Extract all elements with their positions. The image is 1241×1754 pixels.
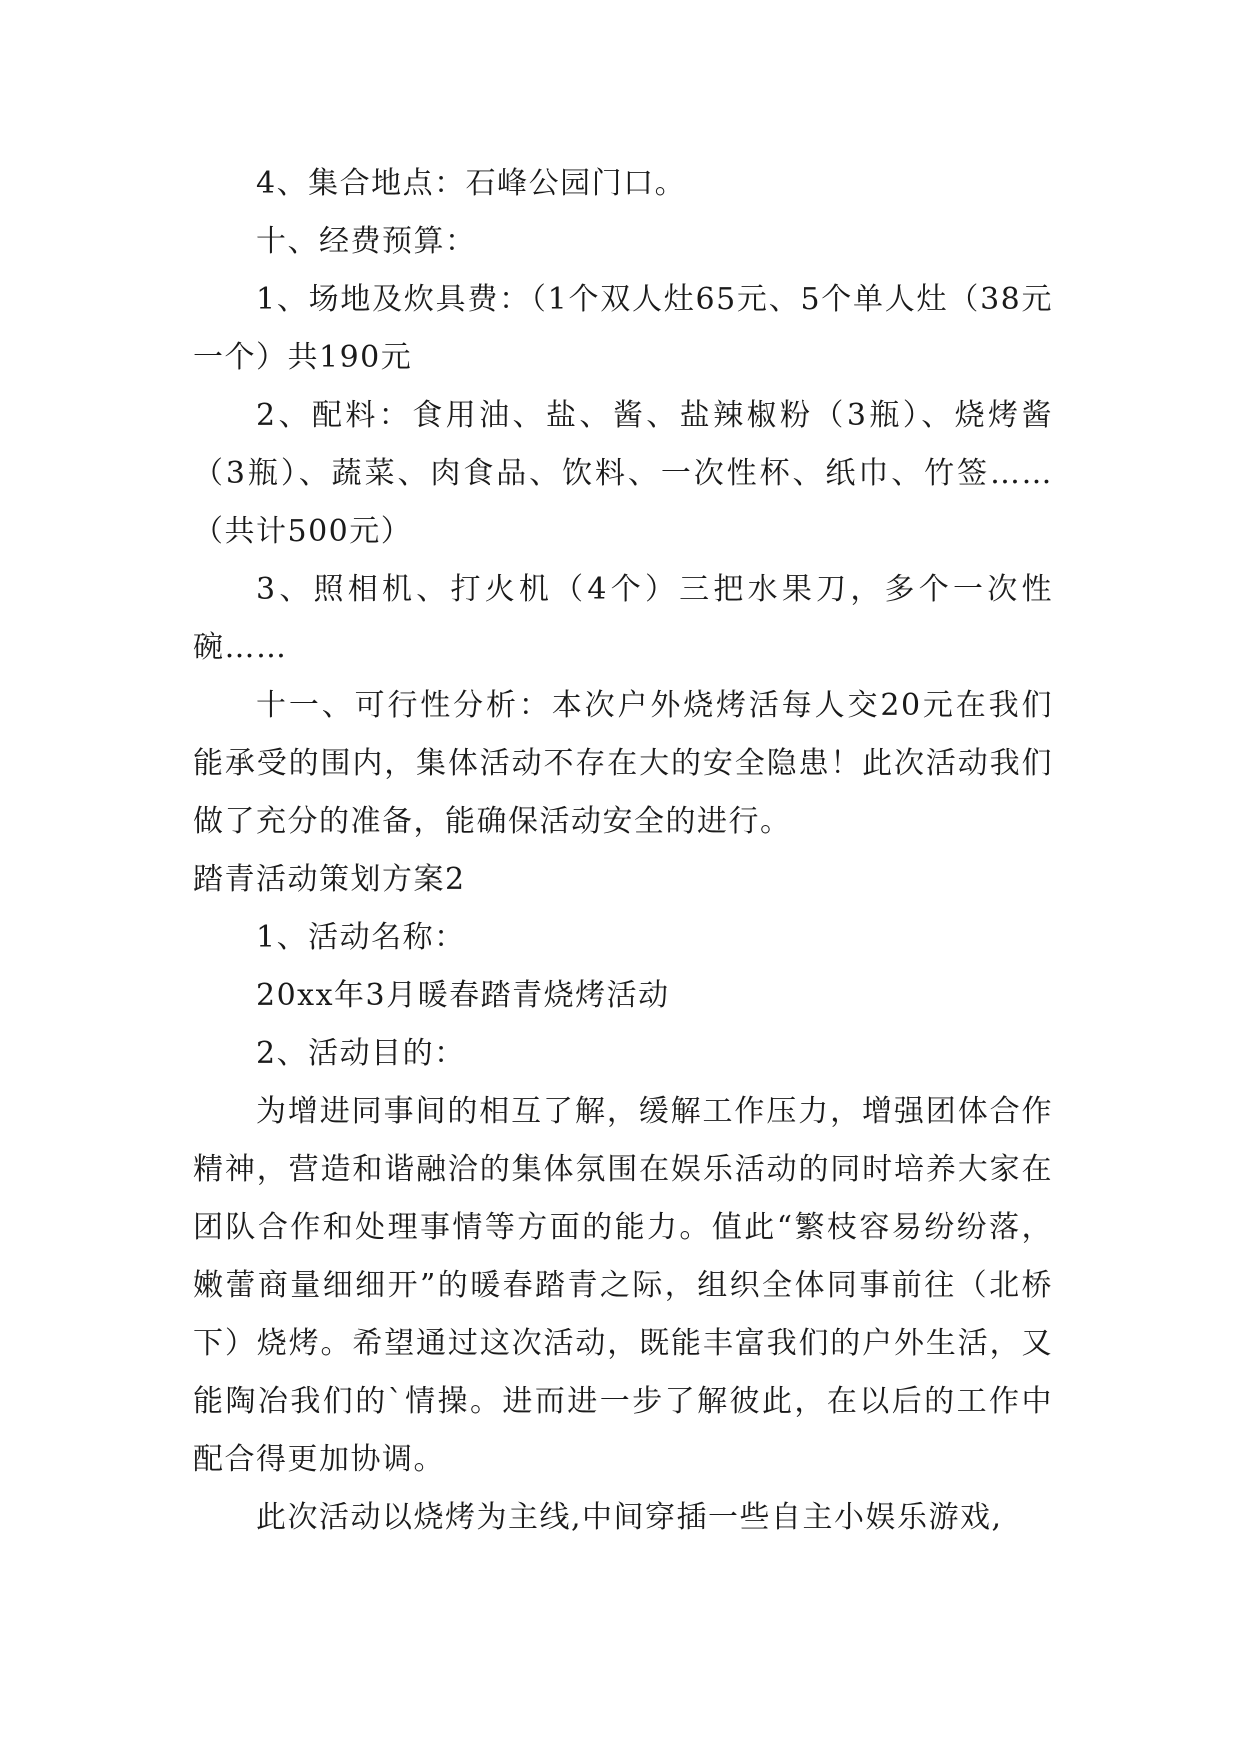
section-title: 踏青活动策划方案2 xyxy=(193,862,466,897)
paragraph-ingredients: 2、配料：食用油、盐、酱、盐辣椒粉（3瓶）、烧烤酱（3瓶）、蔬菜、肉食品、饮料、一次性杯、纸巾、竹签……（共计500元） xyxy=(193,398,1053,549)
paragraph-budget-heading: 十、经费预算： xyxy=(256,224,477,259)
paragraph-activity-format: 此次活动以烧烤为主线,中间穿插一些自主小娱乐游戏, xyxy=(256,1500,1003,1535)
paragraph-equipment: 3、照相机、打火机（4个）三把水果刀，多个一次性碗…… xyxy=(193,572,1053,665)
paragraph-purpose-label: 2、活动目的： xyxy=(256,1036,466,1071)
document-body xyxy=(193,155,1053,1547)
paragraph-activity-name: 20xx年3月暖春踏青烧烤活动 xyxy=(256,978,670,1013)
paragraph-meeting-place: 4、集合地点：石峰公园门口。 xyxy=(256,166,687,201)
paragraph-purpose: 为增进同事间的相互了解，缓解工作压力，增强团体合作精神，营造和谐融洽的集体氛围在娱乐活动的同时培养大家在团队合作和处理事情等方面的能力。值此“繁枝容易纷纷落，嫩蕾商量细细开”的暖春踏青之际，组织全体同事前往（北桥下）烧烤。希望通过这次活动，既能丰富我们的户外生活，又能陶冶我们的`情操。进而进一步了解彼此，在以后的工作中配合得更加协调。 xyxy=(193,1094,1053,1477)
paragraph-activity-name-label: 1、活动名称： xyxy=(256,920,466,955)
paragraph-feasibility: 十一、可行性分析：本次户外烧烤活每人交20元在我们能承受的围内，集体活动不存在大的安全隐患！此次活动我们做了充分的准备，能确保活动安全的进行。 xyxy=(193,688,1053,839)
paragraph-venue-cost: 1、场地及炊具费：（1个双人灶65元、5个单人灶（38元一个）共190元 xyxy=(193,282,1053,375)
